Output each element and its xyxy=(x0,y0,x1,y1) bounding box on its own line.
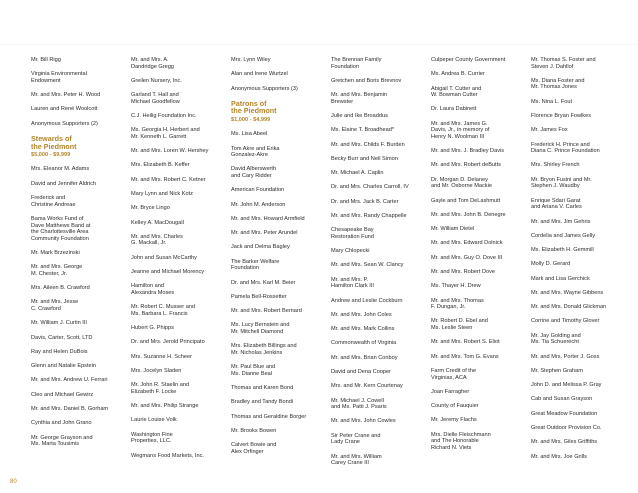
donor-name: Wegmans Food Markets, Inc. xyxy=(131,452,204,459)
donor-name: Mr. and Mrs. John Coles xyxy=(331,311,392,318)
donor-list-columns xyxy=(31,57,607,474)
donor-name: Mr. Robert D. Ebel and Ms. Leslie Steen xyxy=(431,318,488,332)
donor-name: Mr. Bill Rigg xyxy=(31,57,61,63)
donor-name: Mr. and Mrs. Benjamin Brewster xyxy=(331,92,387,105)
donor-name: David and Jennifer Aldrich xyxy=(31,180,96,187)
donor-name: Hamilton and Alexandra Moses xyxy=(131,283,175,296)
donor-name: Pamela Bell-Rossetter xyxy=(231,293,287,300)
donor-column-2 xyxy=(131,57,223,474)
donor-name: Mr. Bryce Lingo xyxy=(131,205,170,212)
donor-name: Mrs. Lynn Wiley xyxy=(231,57,271,63)
donor-name: Mr. and Mrs. Joe Grills xyxy=(531,453,587,460)
donor-name: Mr. and Mrs. Giles Griffiths xyxy=(531,439,598,446)
donor-name: Garland T. Hall and Michael Goodfellow xyxy=(131,92,180,105)
donor-name: Dr. and Mrs. Jerold Principato xyxy=(131,339,205,346)
donor-name: Mr. Bryon Fusini and Mr. Stephen J. Waudby xyxy=(531,176,592,190)
donor-name: Ms. Thayer H. Drew xyxy=(431,283,481,290)
donor-name: Ms. Diana Foster and Mr. Thomas Jones xyxy=(531,77,585,91)
donor-name: Farm Credit of the Virginias, ACA xyxy=(431,367,477,381)
donor-name: Mr. Jeremy Flachs xyxy=(431,417,477,424)
donor-name: Greilen Nursery, Inc. xyxy=(131,77,182,84)
donor-name: Mrs. Elizabeth Billings and Mr. Nicholas Jenkins xyxy=(231,343,297,356)
donor-name: Mr. John M. Anderson xyxy=(231,201,286,208)
donor-name: American Foundation xyxy=(231,187,285,194)
donor-name: Ms. Georgia H. Herbert and Mr. Kenneth L. Garrett xyxy=(131,127,200,140)
donor-name: Mr. Stephen Graham xyxy=(531,367,583,374)
donor-name: Thomas and Karen Bond xyxy=(231,385,294,392)
donor-name: Julie and Ike Broaddus xyxy=(331,113,388,120)
donor-name: Mr. and Mrs. Sean W. Clancy xyxy=(331,262,404,269)
page-number: 80 xyxy=(10,479,17,485)
donor-name: Mr. and Mrs. Brian Conboy xyxy=(331,354,398,361)
donor-name: Mr. and Mrs. Porter J. Goss xyxy=(531,353,600,360)
donor-name: Mr. and Mrs. Charles G. Mackall, Jr. xyxy=(131,233,183,247)
donor-name: David and Dena Cooper xyxy=(331,369,392,375)
donor-name: Mr. and Mrs. Childs F. Burden xyxy=(331,141,405,148)
donor-name: Mrs. Suzanne H. Scheer xyxy=(131,353,192,360)
donor-name: Mr. and Mrs. Robert C. Ketner xyxy=(131,176,206,183)
donor-name: Hubert G. Phipps xyxy=(131,325,174,332)
donor-column-5 xyxy=(431,57,523,474)
donor-name: Mr. George Grayson and Ms. Marta Tousimis xyxy=(31,434,93,448)
donor-name: Mr. Thomas S. Foster and Steven J. Dahllof xyxy=(531,57,596,70)
donor-name: Mr. and Mrs. Robert Bernard xyxy=(231,308,302,315)
donor-name: Ms. Lisa Abeel xyxy=(231,131,268,138)
donor-name: Mr. Michael A. Caplin xyxy=(331,170,384,177)
giving-level-heading: Patrons of the Piedmont xyxy=(231,98,277,116)
donor-name: Jeanne and Michael Morency xyxy=(131,269,205,276)
donor-name: Mr. and Mrs. Mark Collins xyxy=(331,326,395,333)
donor-name: Mr. and Mrs. Jim Gehris xyxy=(531,218,591,225)
donor-name: Mr. and Mrs. Peter Arundel xyxy=(231,230,298,237)
donor-name: Mr. Jay Golding and Ms. Tia Schuerecht xyxy=(531,332,581,346)
donor-name: Lauren and René Woolcott xyxy=(31,106,98,113)
donor-name: Dr. and Mrs. Jack B. Carter xyxy=(331,198,399,205)
donor-name: Mr. John R. Staelin and Elizabeth F. Locke xyxy=(131,382,190,395)
donor-name: Mr. and Mrs. Donald Glickman xyxy=(531,304,607,311)
donor-name: Andrew and Leslie Cockburn xyxy=(331,297,403,304)
donor-name: Mark and Lisa Gerchick xyxy=(531,275,590,282)
donor-name: Sir Peter Crane and Lady Crane xyxy=(331,432,381,446)
donor-name: Anonymous Supporters (3) xyxy=(231,85,298,92)
donor-name: John and Susan McCarthy xyxy=(131,254,197,261)
donor-name: Mr. and Mrs. Edward Dolnick xyxy=(431,240,503,247)
donor-name: Mr. and Mrs. A. Dandridge Gregg xyxy=(131,57,174,70)
donor-name: Becky Burr and Neil Simon xyxy=(331,155,398,162)
donor-name: Cordelia and James Gelly xyxy=(531,232,596,239)
donor-name: Bama Works Fund of Dave Matthews Band at the Charlottesville Area Community Foundation xyxy=(31,215,91,242)
donor-name: Virginia Environmental Endowment xyxy=(31,71,87,84)
donor-name: Mr. and Mrs. Tom G. Evans xyxy=(431,353,499,360)
donor-name: Mr. and Mrs. William Carey Crane III xyxy=(331,453,382,467)
donor-column-3 xyxy=(231,57,323,474)
giving-level-heading: Stewards of the Piedmont xyxy=(31,134,77,151)
donor-name: Mr. and Mrs. Philip Strange xyxy=(131,403,199,410)
donor-name: Calvert Bowie and Alex Orfinger xyxy=(231,442,277,455)
donor-name: Cab and Susan Grayson xyxy=(531,396,593,403)
donor-name: Mr. and Mrs. Loren W. Hershey xyxy=(131,148,209,155)
donor-column-6 xyxy=(531,57,623,474)
giving-level-range: $5,000 - $9,999 xyxy=(31,152,71,159)
donor-name: Mr. Brooks Bowen xyxy=(231,427,277,434)
donor-name: Alan and Irene Wurtzel xyxy=(231,71,288,78)
donor-name: The Barker Welfare Foundation xyxy=(231,258,280,272)
donor-name: Dr. and Mrs. Karl M. Beier xyxy=(231,279,296,286)
donor-name: Great Outdoor Provision Co. xyxy=(531,425,602,432)
donor-name: Mr. and Mrs. Randy Chappelle xyxy=(331,213,407,219)
donor-name: Mr. and Mrs. Howard Armfield xyxy=(231,215,305,222)
donor-name: Mr. Robert C. Musser and Ms. Barbara L. Francis xyxy=(131,304,196,317)
donor-name: Enrique Sdari Garat and Ariana V. Carles xyxy=(531,197,582,211)
donor-name: Mrs. Dielle Fleischmann and The Honorable Richard N. Viets xyxy=(431,431,491,451)
donor-name: Mrs. Aileen B. Crawford xyxy=(31,285,90,292)
donor-name: Mr. and Mrs. Andrew U. Ferrari xyxy=(31,377,108,384)
donor-name: Dr. Morgan D. Delaney and Mr. Osborne Mackie xyxy=(431,176,492,190)
donor-name: Mr. and Mrs. Daniel B. Gorham xyxy=(31,405,109,412)
donor-name: Ms. Elaine T. Broadhead* xyxy=(331,127,395,134)
donor-name: Cynthia and John Grano xyxy=(31,420,92,427)
donor-name: Gretchen and Boris Brevnov xyxy=(331,77,402,84)
donor-name: Florence Bryan Fowlkes xyxy=(531,113,591,120)
donor-name: Mr. and Mrs. John Cowles xyxy=(331,418,396,425)
donor-name: Mr. James Fox xyxy=(531,127,568,134)
donor-name: County of Fauquier xyxy=(431,403,479,410)
donor-name: Ms. Lucy Bernstein and Mr. Mitchell Diamond xyxy=(231,322,290,336)
donor-name: Mr. and Mrs. J. Bradley Davis xyxy=(431,148,505,155)
donor-name: Anonymous Supporters (2) xyxy=(31,120,98,127)
donor-name: Dr. and Mrs. Charles Carroll, IV xyxy=(331,184,409,191)
donor-name: Cleo and Michael Gewirz xyxy=(31,391,94,398)
donor-name: Dr. Laura Dabinett xyxy=(431,106,477,113)
donor-name: Ms. Andrea B. Currier xyxy=(431,71,485,78)
donor-name: Mr. and Mrs. Robert Dove xyxy=(431,269,496,276)
donor-name: John D. and Melissa P. Gray xyxy=(531,382,602,389)
donor-name: Frederick and Christine Andreae xyxy=(31,195,76,208)
donor-name: Davis, Carter, Scott, LTD xyxy=(31,334,93,341)
donor-name: Culpeper County Government xyxy=(431,57,506,63)
donor-name: Mr. and Mrs. Jesse C. Crawford xyxy=(31,299,79,312)
donor-name: Mrs. Elizabeth B. Keffer xyxy=(131,162,190,169)
donor-name: Mrs. and Mr. Kern Courtenay xyxy=(331,383,403,390)
donor-name: Mr. and Mrs. Robert deButts xyxy=(431,162,501,169)
donor-name: Washington Fine Properties, LLC. xyxy=(131,431,173,445)
donor-name: Mr. and Mrs. P. Hamilton Clark III xyxy=(331,276,374,290)
donor-name: Mr. and Mrs. Peter H. Wood xyxy=(31,92,101,99)
donor-name: Bradley and Tandy Bondi xyxy=(231,399,294,406)
donor-name: Mr. and Mrs. Robert S. Eliot xyxy=(431,339,500,346)
donor-name: Corrine and Timothy Glover xyxy=(531,318,600,325)
donor-name: The Brennan Family Foundation xyxy=(331,57,382,70)
donor-name: Mary Lynn and Nick Kotz xyxy=(131,191,193,198)
donor-name: Molly D. Gerard xyxy=(531,261,571,268)
donor-name: C.J. Heilig Foundation Inc. xyxy=(131,113,197,120)
donor-name: Mrs. Eleanor M. Adams xyxy=(31,166,90,173)
donor-name: Chesapeake Bay Restoration Fund xyxy=(331,227,374,240)
donor-name: Laurie Louise Volk xyxy=(131,417,177,424)
donor-name: Kelley A. MacDougall xyxy=(131,219,184,226)
donor-name: Mr. and Mrs. James G. Davis, Jr., in memory of Henry N. Woolman III xyxy=(431,120,490,140)
donor-name: Joan Farragher xyxy=(431,388,470,395)
donor-name: Mr. William Dietel xyxy=(431,226,475,233)
donor-name: Mr. and Mrs. Wayne Gibbens xyxy=(531,289,604,296)
donor-name: Mr. and Mrs. Guy O. Dove III xyxy=(431,254,503,261)
donor-name: Mr. Mark Brzezinski xyxy=(31,249,80,256)
donor-name: Glenn and Natalie Epstein xyxy=(31,363,96,370)
donor-name: Ms. Nina L. Fout xyxy=(531,98,573,105)
page-top-rule xyxy=(0,44,638,45)
donor-name: Ray and Helen DuBois xyxy=(31,348,88,355)
donor-name: Mr. and Mrs. Thomas F. Dungan, Jr. xyxy=(431,297,484,311)
donor-name: Mary Chlopecki xyxy=(331,248,370,255)
donor-name: Frederick H. Prince and Diana C. Prince Foundation xyxy=(531,141,600,155)
donor-name: David Alberswerth and Cary Ridder xyxy=(231,166,277,180)
donor-name: Great Meadow Foundation xyxy=(531,410,598,417)
giving-level-range: $1,000 - $4,999 xyxy=(231,117,271,124)
donor-name: Jack and Delma Bagley xyxy=(231,244,290,251)
donor-column-1 xyxy=(31,57,123,474)
donor-name: Tom Akre and Erika Gonzalez-Akre xyxy=(231,145,280,159)
donor-name: Mr. and Mrs. John B. Denegre xyxy=(431,211,506,218)
donor-name: Mr. Michael J. Cowell and Ms. Patti J. Psaris xyxy=(331,397,387,411)
donor-name: Gayle and Tom DeLashmutt xyxy=(431,197,501,204)
donor-name: Mrs. Shirley French xyxy=(531,162,580,169)
donor-name: Mrs. Jocelyn Sladen xyxy=(131,367,182,374)
donor-name: Mr. Paul Blue and Ms. Dianne Beal xyxy=(231,364,276,377)
donor-name: Commonwealth of Virginia xyxy=(331,340,397,347)
donor-column-4 xyxy=(331,57,423,474)
donor-name: Ms. Elizabeth H. Gemmill xyxy=(531,247,594,254)
donor-name: Mr. and Mrs. George M. Chester, Jr. xyxy=(31,264,83,277)
donor-name: Thomas and Geraldine Borger xyxy=(231,413,307,420)
donor-name: Mr. William J. Curtin III xyxy=(31,320,87,327)
donor-name: Abigail T. Cutter and W. Bowman Cutter xyxy=(431,85,482,99)
